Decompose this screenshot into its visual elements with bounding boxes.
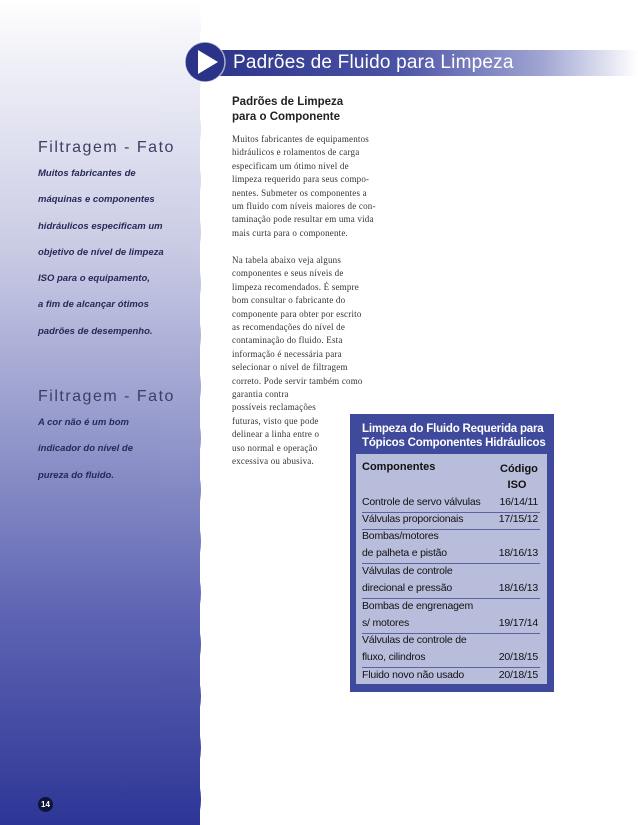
table-row — [362, 563, 540, 597]
table-caption-line: Tópicos Componentes Hidráulicos — [362, 437, 546, 449]
row-component — [362, 511, 463, 528]
row-component — [362, 632, 467, 666]
text-line: especificam um ótimo nível de — [232, 160, 349, 171]
fact-line: objetivo de nível de limpeza — [38, 246, 164, 258]
fact-line: ISO para o equipamento, — [38, 273, 150, 285]
row-component — [362, 494, 481, 511]
text-line: garantia contra — [232, 389, 289, 400]
row-component-line: Controle de servo válvulas — [362, 496, 481, 508]
row-component — [362, 598, 473, 632]
text-line: excessiva ou abusiva. — [232, 456, 314, 467]
table-caption — [362, 422, 547, 450]
table-row — [362, 667, 540, 684]
page-number: 14 — [38, 797, 53, 812]
text-line: informação é necessária para — [232, 348, 342, 359]
section-heading-line: Padrões de Limpeza — [232, 96, 344, 108]
page-title: Padrões de Fluido para Limpeza — [233, 52, 514, 73]
fact-text-2 — [38, 416, 188, 495]
fact-line: a fim de alcançar ótimos — [38, 299, 149, 311]
row-component-line: de palheta e pistão — [362, 547, 447, 559]
fact-line: máquinas e componentes — [38, 194, 155, 206]
column-header-iso-line: ISO — [507, 479, 527, 491]
row-component-line: Válvulas de controle — [362, 565, 453, 577]
fact-line: Muitos fabricantes de — [38, 168, 136, 179]
text-line: mais curta para o componente. — [232, 227, 349, 238]
text-line: nentes. Submeter os componentes a — [232, 187, 367, 198]
text-line: bom consultar o fabricante do — [232, 295, 346, 306]
row-component-line: direcional e pressão — [362, 582, 452, 594]
section-heading — [232, 95, 432, 125]
table-row — [362, 598, 540, 632]
text-line: contaminação do fluido. Esta — [232, 335, 343, 346]
text-line: futuras, visto que pode — [232, 415, 319, 426]
play-arrow-icon — [183, 40, 227, 84]
fact-text-1 — [38, 167, 188, 351]
row-iso-code: 20/18/15 — [498, 651, 538, 663]
row-component-line: Válvulas proporcionais — [362, 513, 464, 525]
row-component — [362, 667, 464, 684]
row-iso-code: 17/15/12 — [498, 513, 538, 525]
row-iso-code: 19/17/14 — [498, 617, 538, 629]
table-row — [362, 632, 540, 666]
fact-line: pureza do fluido. — [38, 469, 114, 481]
row-component-line: Fluido novo não usado — [362, 669, 465, 681]
text-line: possíveis reclamações — [232, 402, 316, 413]
text-line: um fluido com níveis maiores de con- — [232, 201, 376, 212]
fact-line: A cor não é um bom — [38, 417, 129, 428]
text-line: taminação pode resultar em uma vida — [232, 214, 374, 225]
fact-title-1: Filtragem - Fato — [38, 139, 175, 156]
row-iso-code: 20/18/15 — [498, 669, 538, 681]
text-line: Na tabela abaixo veja alguns — [232, 255, 342, 265]
row-component — [362, 563, 453, 597]
section-heading-line: para o Componente — [232, 111, 340, 123]
text-line: delinear a linha entre o — [232, 429, 320, 440]
table-row — [362, 511, 540, 528]
column-header-iso-code — [500, 461, 538, 493]
text-line: hidráulicos e rolamentos de carga — [232, 147, 360, 158]
row-component-line: Bombas de engrenagem — [362, 600, 473, 612]
fact-line: padrões de desempenho. — [38, 325, 153, 337]
fact-line: hidráulicos especificam um — [38, 220, 163, 232]
text-line: componente para obter por escrito — [232, 308, 362, 319]
row-iso-code: 18/16/13 — [498, 582, 538, 594]
row-iso-code: 18/16/13 — [498, 547, 538, 559]
text-line: limpeza requerido para seus compo- — [232, 174, 370, 185]
fact-box-1 — [38, 139, 188, 351]
row-component-line: fluxo, cilindros — [362, 651, 426, 663]
row-component-line: Válvulas de controle de — [362, 634, 467, 646]
table-row — [362, 494, 540, 511]
fact-box-2 — [38, 388, 188, 495]
row-component — [362, 528, 447, 562]
fact-title-2: Filtragem - Fato — [38, 388, 175, 405]
text-line: as recomendações do nível de — [232, 322, 346, 333]
row-iso-code: 16/14/11 — [499, 496, 538, 508]
table-caption-line: Limpeza do Fluido Requerida para — [362, 423, 544, 435]
row-component-line: s/ motores — [362, 617, 410, 629]
column-header-component: Componentes — [362, 461, 436, 473]
text-line: uso normal e operação — [232, 442, 318, 453]
text-line: componentes e seus níveis de — [232, 268, 344, 279]
text-line: Muitos fabricantes de equipamentos — [232, 134, 370, 144]
text-line: limpeza recomendados. É sempre — [232, 281, 359, 292]
text-line: selecionar o nível de filtragem — [232, 362, 348, 373]
column-header-iso-line: Código — [500, 463, 538, 475]
text-line: correto. Pode servir também como — [232, 375, 363, 386]
fact-line: indicador do nível de — [38, 443, 134, 455]
paragraph-1 — [232, 133, 412, 240]
row-component-line: Bombas/motores — [362, 530, 439, 542]
table-row — [362, 528, 540, 562]
